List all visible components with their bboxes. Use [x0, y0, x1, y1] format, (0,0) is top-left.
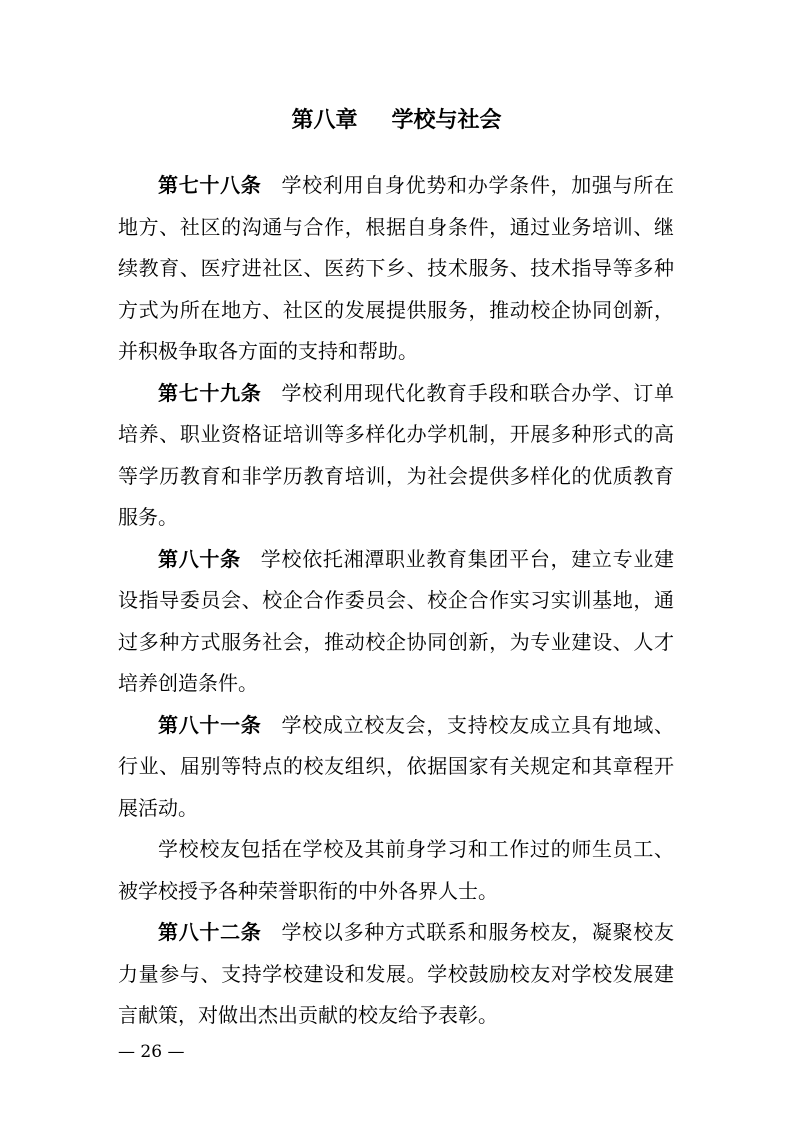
article-78 [118, 165, 674, 373]
article-81 [118, 705, 674, 830]
article-text: 学校以多种方式联系和服务校友，凝聚校友力量参与、支持学校建设和发展。学校鼓励校友对学校发展建言献策，对做出杰出贡献的校友给予表彰。 [118, 920, 675, 1027]
article-81-alumni-definition [118, 829, 674, 912]
page-number: — 26 — [118, 1042, 185, 1062]
article-number: 第八十条 [158, 546, 241, 571]
article-text: 学校成立校友会，支持校友成立具有地域、行业、届别等特点的校友组织，依据国家有关规定和其章程开展活动。 [118, 712, 675, 820]
article-number: 第七十九条 [158, 380, 262, 405]
chapter-title: 学校与社会 [391, 108, 502, 133]
article-number: 第七十八条 [158, 173, 262, 197]
article-number: 第八十一条 [158, 712, 262, 737]
article-80 [118, 539, 674, 705]
article-text: 学校依托湘潭职业教育集团平台，建立专业建设指导委员会、校企合作委员会、校企合作实习实训基地，通过多种方式服务社会，推动校企协同创新，为专业建设、人才培养创造条件。 [118, 546, 675, 695]
article-text: 学校校友包括在学校及其前身学习和工作过的师生员工、被学校授予各种荣誉职衔的中外各界人士。 [118, 837, 674, 903]
chapter-body [118, 165, 674, 1037]
article-number: 第八十二条 [158, 920, 262, 944]
article-text: 学校利用现代化教育手段和联合办学、订单培养、职业资格证培训等多样化办学机制，开展多种形式的高等学历教育和非学历教育培训，为社会提供多样化的优质教育服务。 [118, 380, 675, 529]
article-82 [118, 912, 674, 1037]
article-text: 学校利用自身优势和办学条件，加强与所在地方、社区的沟通与合作，根据自身条件，通过业务培训、继续教育、医疗进社区、医药下乡、技术服务、技术指导等多种方式为所在地方、社区的发展提供服务，推动校企协同创新，并积极争取各方面的支持和帮助。 [118, 173, 675, 363]
chapter-heading [0, 105, 793, 137]
chapter-number: 第八章 [291, 108, 358, 133]
article-79 [118, 373, 674, 539]
